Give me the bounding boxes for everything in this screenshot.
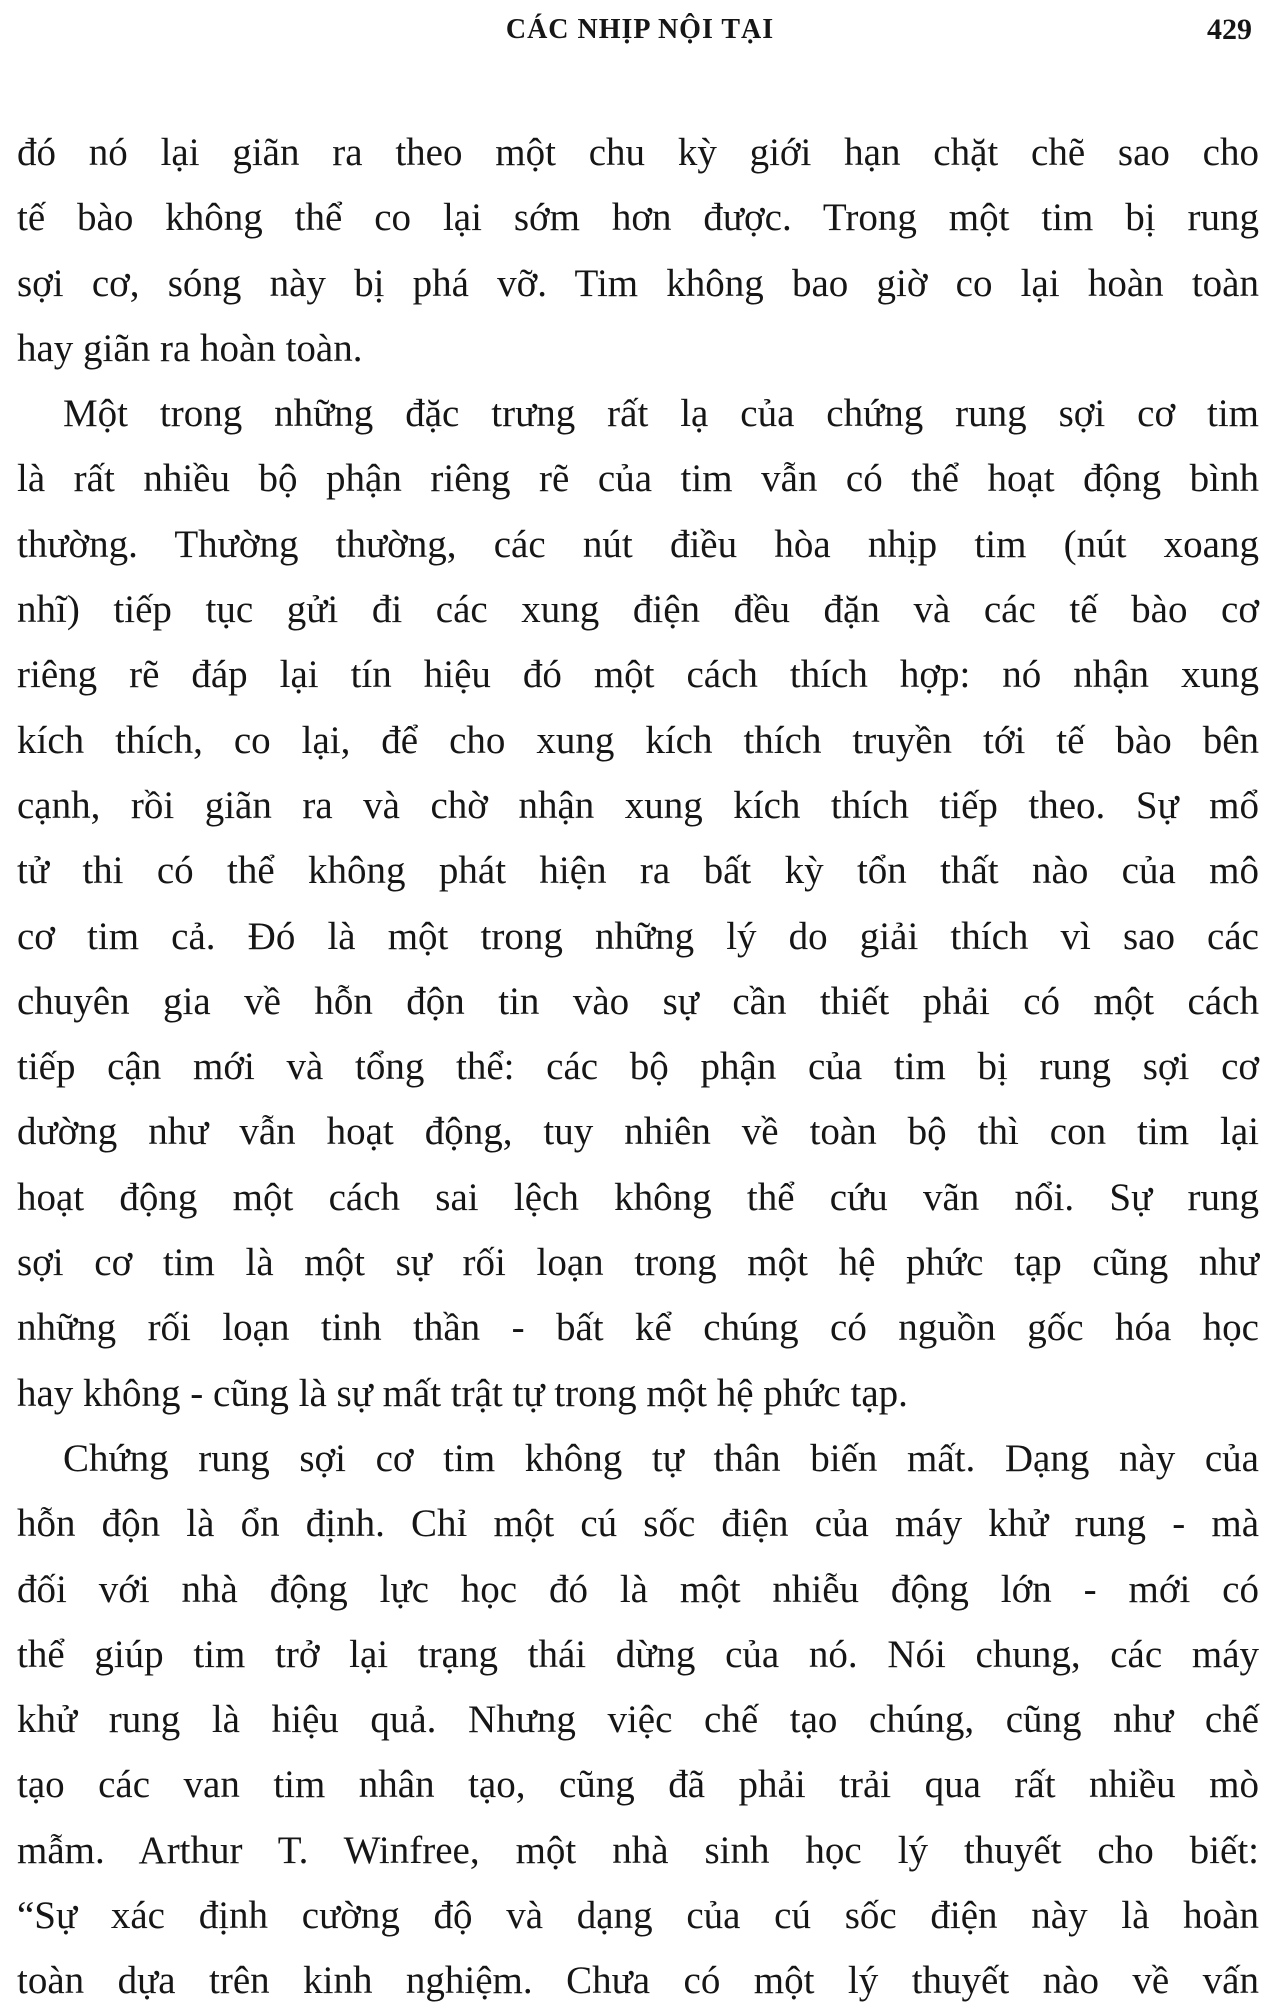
text-line: cạnh, rồi giãn ra và chờ nhận xung kích thích tiếp theo. Sự mổ [17,783,1259,827]
text-line: cơ tim cả. Đó là một trong những lý do giải thích vì sao các [17,914,1259,958]
text-line: sợi cơ tim là một sự rối loạn trong một hệ phức tạp cũng như [17,1241,1259,1285]
text-line: những rối loạn tinh thần - bất kể chúng có nguồn gốc hóa học [17,1306,1259,1350]
text-line: kích thích, co lại, để cho xung kích thích truyền tới tế bào bên [17,718,1259,762]
text-line: đối với nhà động lực học đó là một nhiễu động lớn - mới có [17,1567,1259,1611]
text-line: hay không - cũng là sự mất trật tự trong một hệ phức tạp. [17,1371,908,1415]
running-title: CÁC NHỊP NỘI TẠI [505,14,775,45]
text-line: hỗn độn là ổn định. Chỉ một cú sốc điện của máy khử rung - mà [17,1502,1259,1546]
text-line: tế bào không thể co lại sớm hơn được. Trong một tim bị rung [17,196,1259,240]
text-line: Một trong những đặc trưng rất lạ của chứng rung sợi cơ tim [63,392,1259,436]
text-line: riêng rẽ đáp lại tín hiệu đó một cách thích hợp: nó nhận xung [17,653,1259,697]
text-line: đó nó lại giãn ra theo một chu kỳ giới hạn chặt chẽ sao cho [17,131,1259,174]
text-line: hoạt động một cách sai lệch không thể cứu vãn nổi. Sự rung [17,1175,1259,1219]
paragraph-3 [17,1426,1259,2014]
paragraph-1 [17,120,1259,381]
text-line: tử thi có thể không phát hiện ra bất kỳ tổn thất nào của mô [17,849,1259,893]
page-number: 429 [1207,13,1252,46]
paragraph-2 [17,381,1259,1426]
text-line: toàn dựa trên kinh nghiệm. Chưa có một lý thuyết nào về vấn [17,1959,1259,2003]
text-line: mẫm. Arthur T. Winfree, một nhà sinh học lý thuyết cho biết: [17,1828,1259,1872]
text-line: khử rung là hiệu quả. Nhưng việc chế tạo chúng, cũng như chế [17,1698,1259,1742]
text-line: Chứng rung sợi cơ tim không tự thân biến mất. Dạng này của [63,1436,1259,1480]
text-line: sợi cơ, sóng này bị phá vỡ. Tim không bao giờ co lại hoàn toàn [17,261,1259,305]
text-line: nhĩ) tiếp tục gửi đi các xung điện đều đặn và các tế bào cơ [17,588,1259,632]
text-line: tiếp cận mới và tổng thể: các bộ phận của tim bị rung sợi cơ [17,1045,1259,1089]
text-line: là rất nhiều bộ phận riêng rẽ của tim vẫn có thể hoạt động bình [17,457,1259,501]
text-line: dường như vẫn hoạt động, tuy nhiên về toàn bộ thì con tim lại [17,1110,1259,1154]
body-text [17,120,1259,2014]
text-line: hay giãn ra hoàn toàn. [17,326,363,370]
text-line: chuyên gia về hỗn độn tin vào sự cần thiết phải có một cách [17,979,1259,1023]
text-line: tạo các van tim nhân tạo, cũng đã phải trải qua rất nhiều mò [17,1763,1259,1807]
text-line: thể giúp tim trở lại trạng thái dừng của nó. Nói chung, các máy [17,1632,1259,1676]
running-head [0,10,1280,50]
text-line: thường. Thường thường, các nút điều hòa nhịp tim (nút xoang [17,522,1259,566]
text-line: “Sự xác định cường độ và dạng của cú sốc điện này là hoàn [17,1894,1259,1938]
